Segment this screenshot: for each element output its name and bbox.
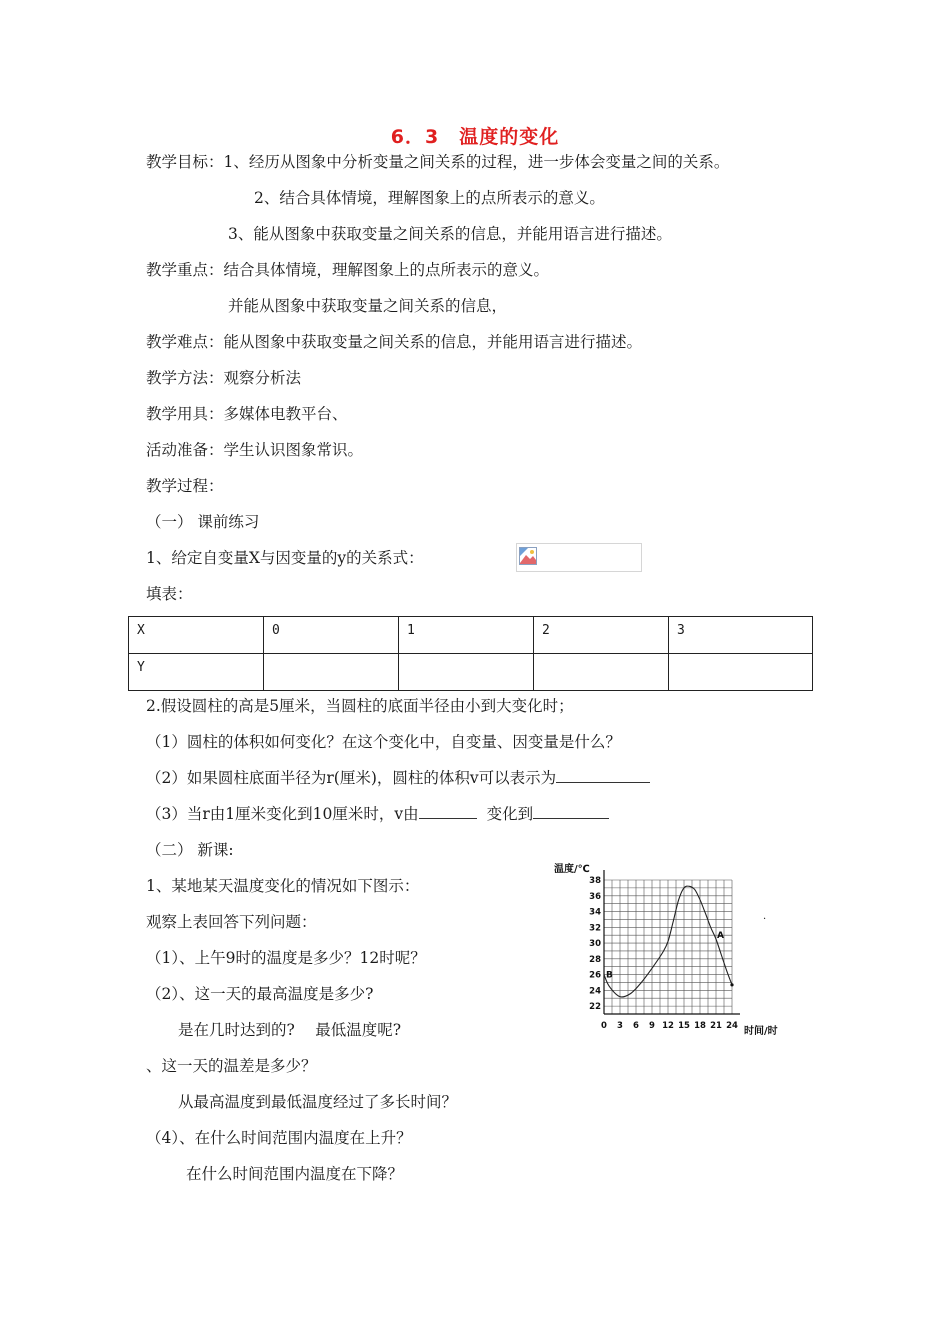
section1-q1: 1、给定自变量X与因变量的y的关系式： xyxy=(146,549,424,567)
section1-q2: 2.假设圆柱的高是5厘米，当圆柱的底面半径由小到大变化时； xyxy=(146,697,574,715)
section2-observe: 观察上表回答下列问题： xyxy=(146,913,317,931)
table-cell xyxy=(399,654,534,691)
y-tick-label: 26 xyxy=(589,970,601,981)
y-tick-label: 36 xyxy=(589,891,601,902)
section1-q2-1: （1）圆柱的体积如何变化？在这个变化中，自变量、因变量是什么？ xyxy=(146,733,621,751)
x-axis-label: 时间/时 xyxy=(744,1026,778,1037)
section2-p2b: 是在几时达到的? 最低温度呢? xyxy=(178,1021,402,1039)
answer-blank[interactable] xyxy=(556,768,650,783)
broken-image-icon xyxy=(519,547,537,565)
section2-q1: 1、某地某天温度变化的情况如下图示： xyxy=(146,877,420,895)
section1-q2-3a: （3）当r由1厘米变化到10厘米时，v由 xyxy=(146,805,419,823)
table-cell xyxy=(264,654,399,691)
y-tick-label: 30 xyxy=(589,939,601,950)
method-line xyxy=(146,368,301,388)
table-cell xyxy=(669,654,813,691)
key-points-line-1 xyxy=(146,260,549,280)
difficulty-label: 教学难点： xyxy=(146,333,224,351)
temperature-chart xyxy=(548,858,798,1040)
section2-p4b: 在什么时间范围内温度在下降？ xyxy=(186,1165,404,1183)
prep-line xyxy=(146,440,363,460)
section1-q2-3-line xyxy=(146,804,609,824)
y-tick-label: 32 xyxy=(589,923,601,934)
table-row-x xyxy=(129,617,813,654)
answer-blank[interactable] xyxy=(419,804,477,819)
y-tick-label: 34 xyxy=(589,907,601,918)
section2-p2: （2）、这一天的最高温度是多少? xyxy=(146,985,374,1003)
x-tick-label: 12 xyxy=(662,1021,674,1031)
difficulty-text: 能从图象中获取变量之间关系的信息，并能用语言进行描述。 xyxy=(223,333,643,351)
fill-table xyxy=(128,616,813,691)
difficulty-line xyxy=(146,332,642,352)
point-label: A xyxy=(717,931,724,942)
data-point xyxy=(730,983,733,986)
fill-table-label: 填表： xyxy=(146,585,193,603)
prep-text: 学生认识图象常识。 xyxy=(223,441,364,459)
table-cell: 1 xyxy=(399,617,534,654)
section1-q2-3b: 变化到 xyxy=(486,805,534,823)
x-tick-label: 15 xyxy=(678,1021,690,1031)
table-row-y xyxy=(129,654,813,691)
x-tick-label: 18 xyxy=(694,1021,706,1031)
table-cell: 3 xyxy=(669,617,813,654)
section2-p4: （4）、在什么时间范围内温度在上升？ xyxy=(146,1129,412,1147)
point-label: B xyxy=(606,970,613,981)
x-tick-label: 24 xyxy=(726,1021,738,1031)
table-cell xyxy=(534,654,669,691)
table-cell: X xyxy=(129,617,264,654)
method-label: 教学方法： xyxy=(146,369,224,387)
x-tick-label: 0 xyxy=(601,1021,607,1031)
page-title: 6．3 温度的变化 xyxy=(390,126,560,148)
tools-label: 教学用具： xyxy=(146,405,224,423)
method-text: 观察分析法 xyxy=(223,369,302,387)
table-cell: 2 xyxy=(534,617,669,654)
objective-3: 3、能从图象中获取变量之间关系的信息，并能用语言进行描述。 xyxy=(228,225,672,243)
stray-dot: · xyxy=(763,914,767,925)
tools-line xyxy=(146,404,348,424)
objective-2: 2、结合具体情境，理解图象上的点所表示的意义。 xyxy=(254,189,605,207)
section1-heading: （一） 课前练习 xyxy=(146,513,260,531)
section2-p3: 、这一天的温差是多少？ xyxy=(146,1057,317,1075)
y-tick-label: 22 xyxy=(589,1002,601,1013)
objectives-line-1 xyxy=(146,152,729,172)
y-axis-label: 温度/℃ xyxy=(554,864,590,875)
section2-p1: （1）、上午9时的温度是多少？12时呢？ xyxy=(146,949,426,967)
section1-q2-2: （2）如果圆柱底面半径为r(厘米)，圆柱的体积v可以表示为 xyxy=(146,769,557,787)
x-tick-label: 6 xyxy=(633,1021,639,1031)
y-tick-label: 24 xyxy=(589,986,601,997)
tools-text: 多媒体电教平台、 xyxy=(223,405,348,423)
section2-p3b: 从最高温度到最低温度经过了多长时间？ xyxy=(178,1093,458,1111)
objective-1: 1、经历从图象中分析变量之间关系的过程，进一步体会变量之间的关系。 xyxy=(223,153,730,171)
prep-label: 活动准备： xyxy=(146,441,224,459)
key-point-2: 并能从图象中获取变量之间关系的信息， xyxy=(228,297,508,315)
answer-blank[interactable] xyxy=(533,804,609,819)
process-label: 教学过程： xyxy=(146,477,224,495)
key-point-1: 结合具体情境，理解图象上的点所表示的意义。 xyxy=(223,261,550,279)
section2-heading: （二） 新课: xyxy=(146,841,234,859)
y-tick-label: 38 xyxy=(589,876,601,886)
x-tick-label: 21 xyxy=(710,1021,722,1031)
key-points-label: 教学重点： xyxy=(146,261,224,279)
objectives-label: 教学目标： xyxy=(146,153,224,171)
section1-q2-2-line xyxy=(146,768,650,788)
x-tick-label: 9 xyxy=(649,1021,655,1031)
table-cell: 0 xyxy=(264,617,399,654)
x-tick-label: 3 xyxy=(617,1021,623,1031)
table-cell: Y xyxy=(129,654,264,691)
formula-image xyxy=(516,543,642,572)
y-tick-label: 28 xyxy=(589,954,601,965)
